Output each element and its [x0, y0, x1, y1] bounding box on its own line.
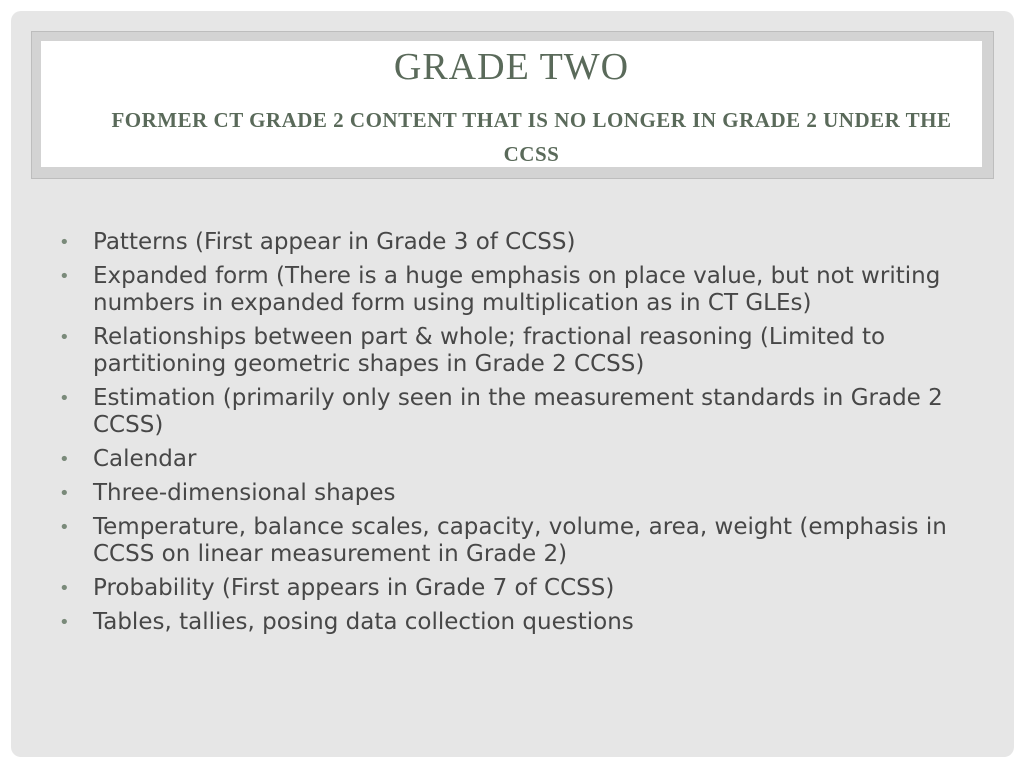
list-item-text: Calendar — [93, 446, 197, 472]
slide-subtitle: FORMER CT GRADE 2 CONTENT THAT IS NO LONGER IN GRADE 2 UNDER THE CCSS — [111, 108, 952, 166]
slide-title: GRADE TWO — [393, 46, 630, 88]
bullet-icon: • — [59, 483, 70, 504]
list-item — [59, 229, 969, 256]
list-item-text: Temperature, balance scales, capacity, volume, area, weight (emphasis in CCSS on linear measurement in Grade 2) — [93, 514, 947, 567]
bullet-icon: • — [59, 517, 70, 538]
list-item — [59, 446, 969, 473]
bullet-icon: • — [59, 388, 70, 409]
bullet-icon: • — [59, 578, 70, 599]
list-item — [59, 575, 969, 602]
bullet-icon: • — [59, 449, 70, 470]
list-item — [59, 514, 969, 568]
list-item-text: Relationships between part & whole; fractional reasoning (Limited to partitioning geometric shapes in Grade 2 CCSS) — [93, 324, 886, 377]
bullet-icon: • — [59, 232, 70, 253]
list-item-text: Three-dimensional shapes — [93, 480, 396, 506]
list-item-text: Expanded form (There is a huge emphasis on place value, but not writing numbers in expanded form using multiplication as in CT GLEs) — [93, 263, 941, 316]
title-frame — [31, 31, 994, 179]
list-item — [59, 480, 969, 507]
title-box — [41, 41, 982, 167]
list-item-text: Tables, tallies, posing data collection questions — [93, 609, 634, 635]
bullet-icon: • — [59, 327, 70, 348]
bullet-list — [59, 229, 969, 643]
list-item — [59, 385, 969, 439]
list-item — [59, 609, 969, 636]
bullet-icon: • — [59, 266, 70, 287]
bullet-icon: • — [59, 612, 70, 633]
list-item — [59, 263, 969, 317]
list-item — [59, 324, 969, 378]
list-item-text: Probability (First appears in Grade 7 of CCSS) — [93, 575, 615, 601]
list-item-text: Patterns (First appear in Grade 3 of CCSS) — [93, 229, 576, 255]
slide — [11, 11, 1014, 757]
list-item-text: Estimation (primarily only seen in the measurement standards in Grade 2 CCSS) — [93, 385, 943, 438]
